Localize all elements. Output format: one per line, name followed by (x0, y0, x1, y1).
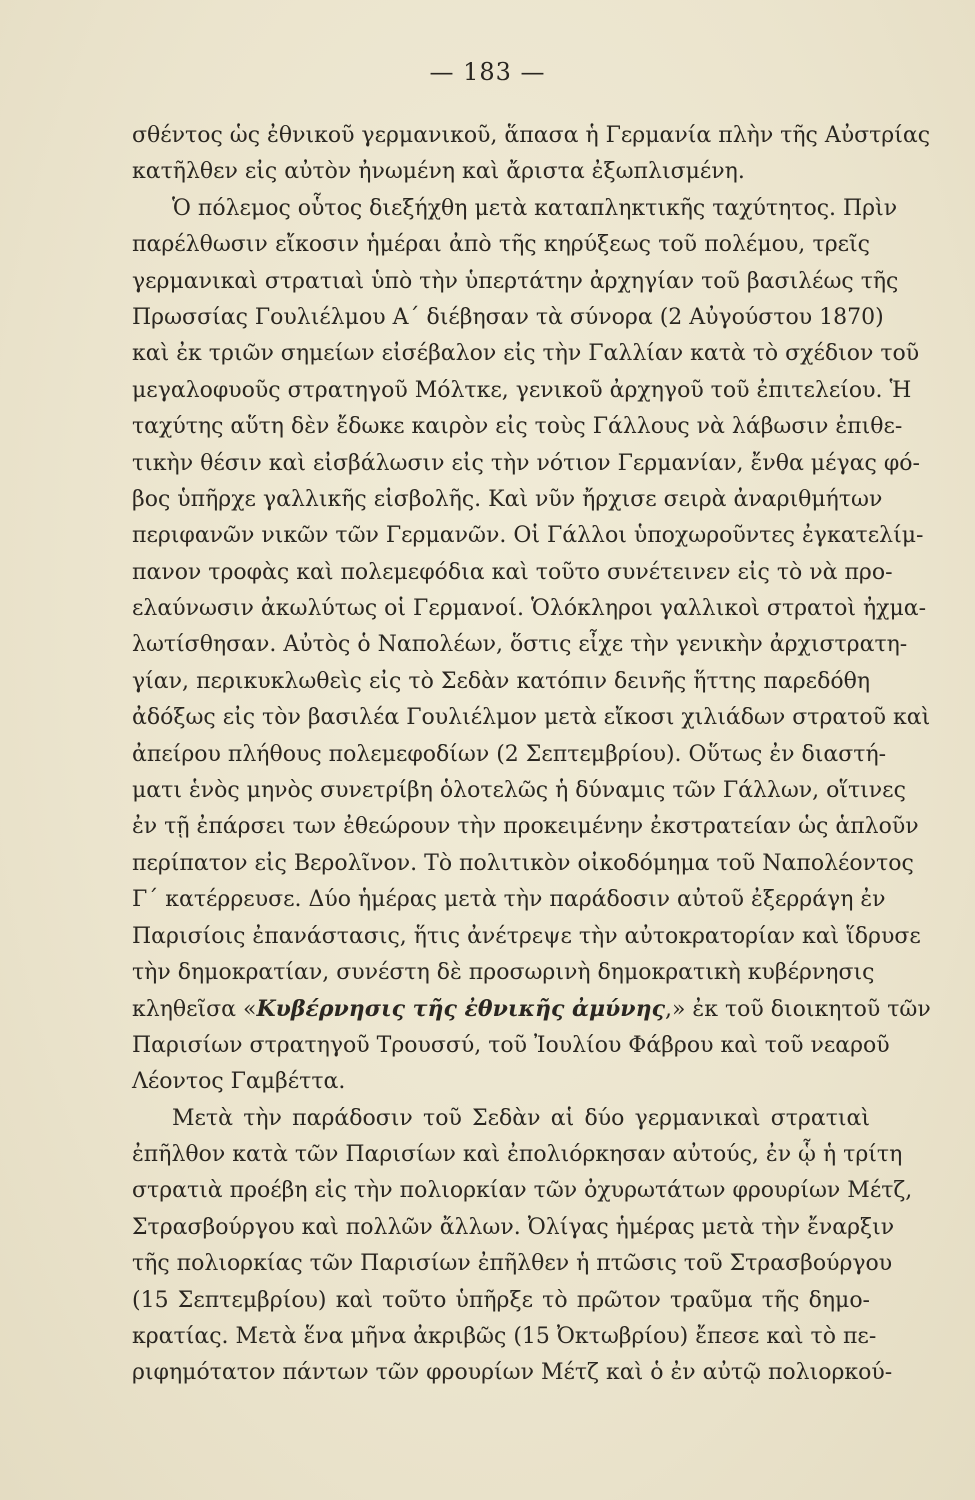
text-line: Λέοντος Γαμβέττα. (132, 1069, 346, 1095)
text-line: μεγαλοφυοῦς στρατηγοῦ Μόλτκε, γενικοῦ ἀρχηγοῦ τοῦ ἐπιτελείου. Ἡ (132, 377, 912, 403)
text-line: ταχύτης αὕτη δὲν ἔδωκε καιρὸν εἰς τοὺς Γάλλους νὰ λάβωσιν ἐπιθε- (132, 414, 903, 440)
text-line: τὴν δημοκρατίαν, συνέστη δὲ προσωρινὴ δημοκρατικὴ κυβέρνησις (132, 959, 875, 985)
government-name-emphasis: Κυβέρνησις τῆς ἐθνικῆς ἀμύνης (256, 996, 665, 1023)
text-line: πανον τροφὰς καὶ πολεμεφόδια καὶ τοῦτο συνέτεινεν εἰς τὸ νὰ προ- (132, 559, 893, 585)
text-line: βος ὑπῆρχε γαλλικῆς εἰσβολῆς. Καὶ νῦν ἤρχισε σειρὰ ἀναριθμήτων (132, 486, 883, 512)
text-line: Παρισίων στρατηγοῦ Τρουσσύ, τοῦ Ἰουλίου Φάβρου καὶ τοῦ νεαροῦ (132, 1032, 890, 1058)
text-line: ριφημότατον πάντων τῶν φρουρίων Μέτζ καὶ ὁ ἐν αὐτῷ πολιορκού- (132, 1360, 893, 1386)
text-line: σθέντος ὡς ἐθνικοῦ γερμανικοῦ, ἅπασα ἡ Γερμανία πλὴν τῆς Αὐστρίας (132, 123, 931, 148)
text-line: καὶ ἐκ τριῶν σημείων εἰσέβαλον εἰς τὴν Γαλλίαν κατὰ τὸ σχέδιον τοῦ (132, 341, 920, 367)
text-line: γίαν, περικυκλωθεὶς εἰς τὸ Σεδὰν κατόπιν δεινῆς ἥττης παρεδόθη (132, 668, 870, 694)
text-line: (15 Σεπτεμβρίου) καὶ τοῦτο ὑπῆρξε τὸ πρῶτον τραῦμα τῆς δημο- (132, 1287, 870, 1313)
text-line: τῆς πολιορκίας τῶν Παρισίων ἐπῆλθεν ἡ πτῶσις τοῦ Στρασβούργου (132, 1251, 893, 1277)
text-line: λωτίσθησαν. Αὐτὸς ὁ Ναπολέων, ὅστις εἶχε τὴν γενικὴν ἀρχιστρατη- (132, 632, 908, 658)
text-line: ἀδόξως εἰς τὸν βασιλέα Γουλιέλμον μετὰ εἴκοσι χιλιάδων στρατοῦ καὶ (132, 705, 931, 731)
text-line: περίπατον εἰς Βερολῖνον. Τὸ πολιτικὸν οἰκοδόμημα τοῦ Ναπολέοντος (132, 850, 914, 876)
text-line: ελαύνωσιν ἀκωλύτως οἱ Γερμανοί. Ὁλόκληροι γαλλικοὶ στρατοὶ ἠχμα- (132, 596, 927, 622)
text-line: ἐπῆλθον κατὰ τῶν Παρισίων καὶ ἐπολιόρκησαν αὐτούς, ἐν ᾧ ἡ τρίτη (132, 1141, 903, 1167)
text-line: Μετὰ τὴν παράδοσιν τοῦ Σεδὰν αἱ δύο γερμανικαὶ στρατιαὶ (172, 1105, 870, 1131)
text-line-with-emphasis (132, 991, 931, 1027)
text-line: γερμανικαὶ στρατιαὶ ὑπὸ τὴν ὑπερτάτην ἀρχηγίαν τοῦ βασιλέως τῆς (132, 268, 899, 294)
text-line: παρέλθωσιν εἴκοσιν ἡμέραι ἀπὸ τῆς κηρύξεως τοῦ πολέμου, τρεῖς (132, 232, 870, 258)
text-line: Γ΄ κατέρρευσε. Δύο ἡμέρας μετὰ τὴν παράδοσιν αὐτοῦ ἐξερράγη ἐν (132, 887, 886, 913)
text-line: Πρωσσίας Γουλιέλμου Α΄ διέβησαν τὰ σύνορα (2 Αὐγούστου 1870) (132, 304, 884, 330)
text-line: στρατιὰ προέβη εἰς τὴν πολιορκίαν τῶν ὀχυρωτάτων φρουρίων Μέτζ, (132, 1178, 913, 1204)
text-line: ματι ἑνὸς μηνὸς συνετρίβη ὁλοτελῶς ἡ δύναμις τῶν Γάλλων, οἵτινες (132, 778, 906, 804)
text-segment: κληθεῖσα « (132, 997, 257, 1023)
text-line: Στρασβούργου καὶ πολλῶν ἄλλων. Ὀλίγας ἡμέρας μετὰ τὴν ἔναρξιν (132, 1214, 895, 1240)
text-line: ἀπείρου πλήθους πολεμεφοδίων (2 Σεπτεμβρίου). Οὕτως ἐν διαστή- (132, 741, 887, 767)
body-text (132, 118, 931, 1392)
text-line: κρατίας. Μετὰ ἕνα μῆνα ἀκριβῶς (15 Ὀκτωβρίου) ἔπεσε καὶ τὸ πε- (132, 1323, 877, 1349)
text-line: ἐν τῇ ἐπάρσει των ἐθεώρουν τὴν προκειμένην ἐκστρατείαν ὡς ἁπλοῦν (132, 814, 919, 840)
text-segment: ,» ἐκ τοῦ διοικητοῦ τῶν (664, 997, 931, 1023)
text-line: Παρισίοις ἐπανάστασις, ἥτις ἀνέτρεψε τὴν αὐτοκρατορίαν καὶ ἵδρυσε (132, 923, 921, 949)
page-number: — 183 — (429, 58, 546, 86)
text-line: περιφανῶν νικῶν τῶν Γερμανῶν. Οἱ Γάλλοι ὑποχωροῦντες ἐγκατελίμ- (132, 523, 924, 549)
text-line: κατῆλθεν εἰς αὐτὸν ἠνωμένη καὶ ἄριστα ἐξωπλισμένη. (132, 159, 745, 185)
text-line: τικὴν θέσιν καὶ εἰσβάλωσιν εἰς τὴν νότιον Γερμανίαν, ἔνθα μέγας φό- (132, 450, 920, 476)
text-line: Ὁ πόλεμος οὗτος διεξήχθη μετὰ καταπληκτικῆς ταχύτητος. Πρὶν (172, 195, 898, 221)
